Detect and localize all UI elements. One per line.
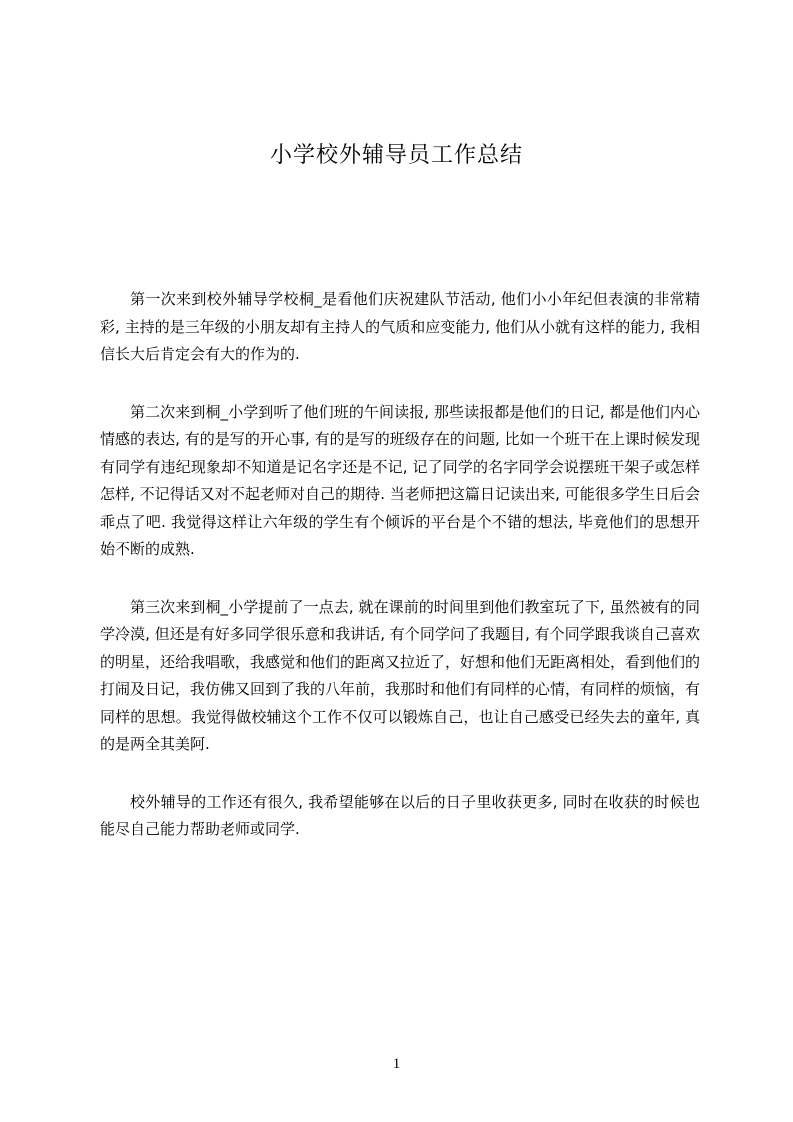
paragraph-1: 第一次来到校外辅导学校桐_是看他们庆祝建队节活动, 他们小小年纪但表演的非常精彩, 主持的是三年级的小朋友却有主持人的气质和应变能力, 他们从小就有这样的能力, 我相信长大后肯定会有大的作为的.: [100, 290, 700, 363]
paragraph-4: 校外辅导的工作还有很久, 我希望能够在以后的日子里收获更多, 同时在收获的时候也能尽自己能力帮助老师或同学.: [100, 792, 700, 838]
paragraph-3: 第三次来到桐_小学提前了一点去, 就在课前的时间里到他们教室玩了下, 虽然被有的同学冷漠, 但还是有好多同学很乐意和我讲话, 有个同学问了我题目, 有个同学跟我谈自己喜欢的明星，还给我唱歌，我感觉和他们的距离又拉近了，好想和他们无距离相处，看到他们的打闹及日记，我仿佛又回到了我的八年前，我那时和他们有同样的心情，有同样的烦恼，有同样的思想。我觉得做校辅这个工作不仅可以锻炼自己，也让自己感受已经失去的童年, 真的是两全其美阿.: [100, 597, 701, 753]
document-title: 小学校外辅导员工作总结: [269, 143, 523, 168]
document-body: [100, 286, 700, 874]
page-number: 1: [392, 1056, 401, 1072]
paragraph-2: 第二次来到桐_小学到听了他们班的午间读报, 那些读报都是他们的日记, 都是他们内心情感的表达, 有的是写的开心事, 有的是写的班级存在的问题, 比如一个班干在上课时候发现有同学有违纪现象却不知道是记名字还是不记, 记了同学的名字同学会说摆班干架子或怎样怎样, 不记得话又对不起老师对自己的期待. 当老师把这篇日记读出来, 可能很多学生日后会乖点了吧. 我觉得这样让六年级的学生有个倾诉的平台是个不错的想法, 毕竟他们的思想开始不断的成熟.: [100, 402, 700, 558]
